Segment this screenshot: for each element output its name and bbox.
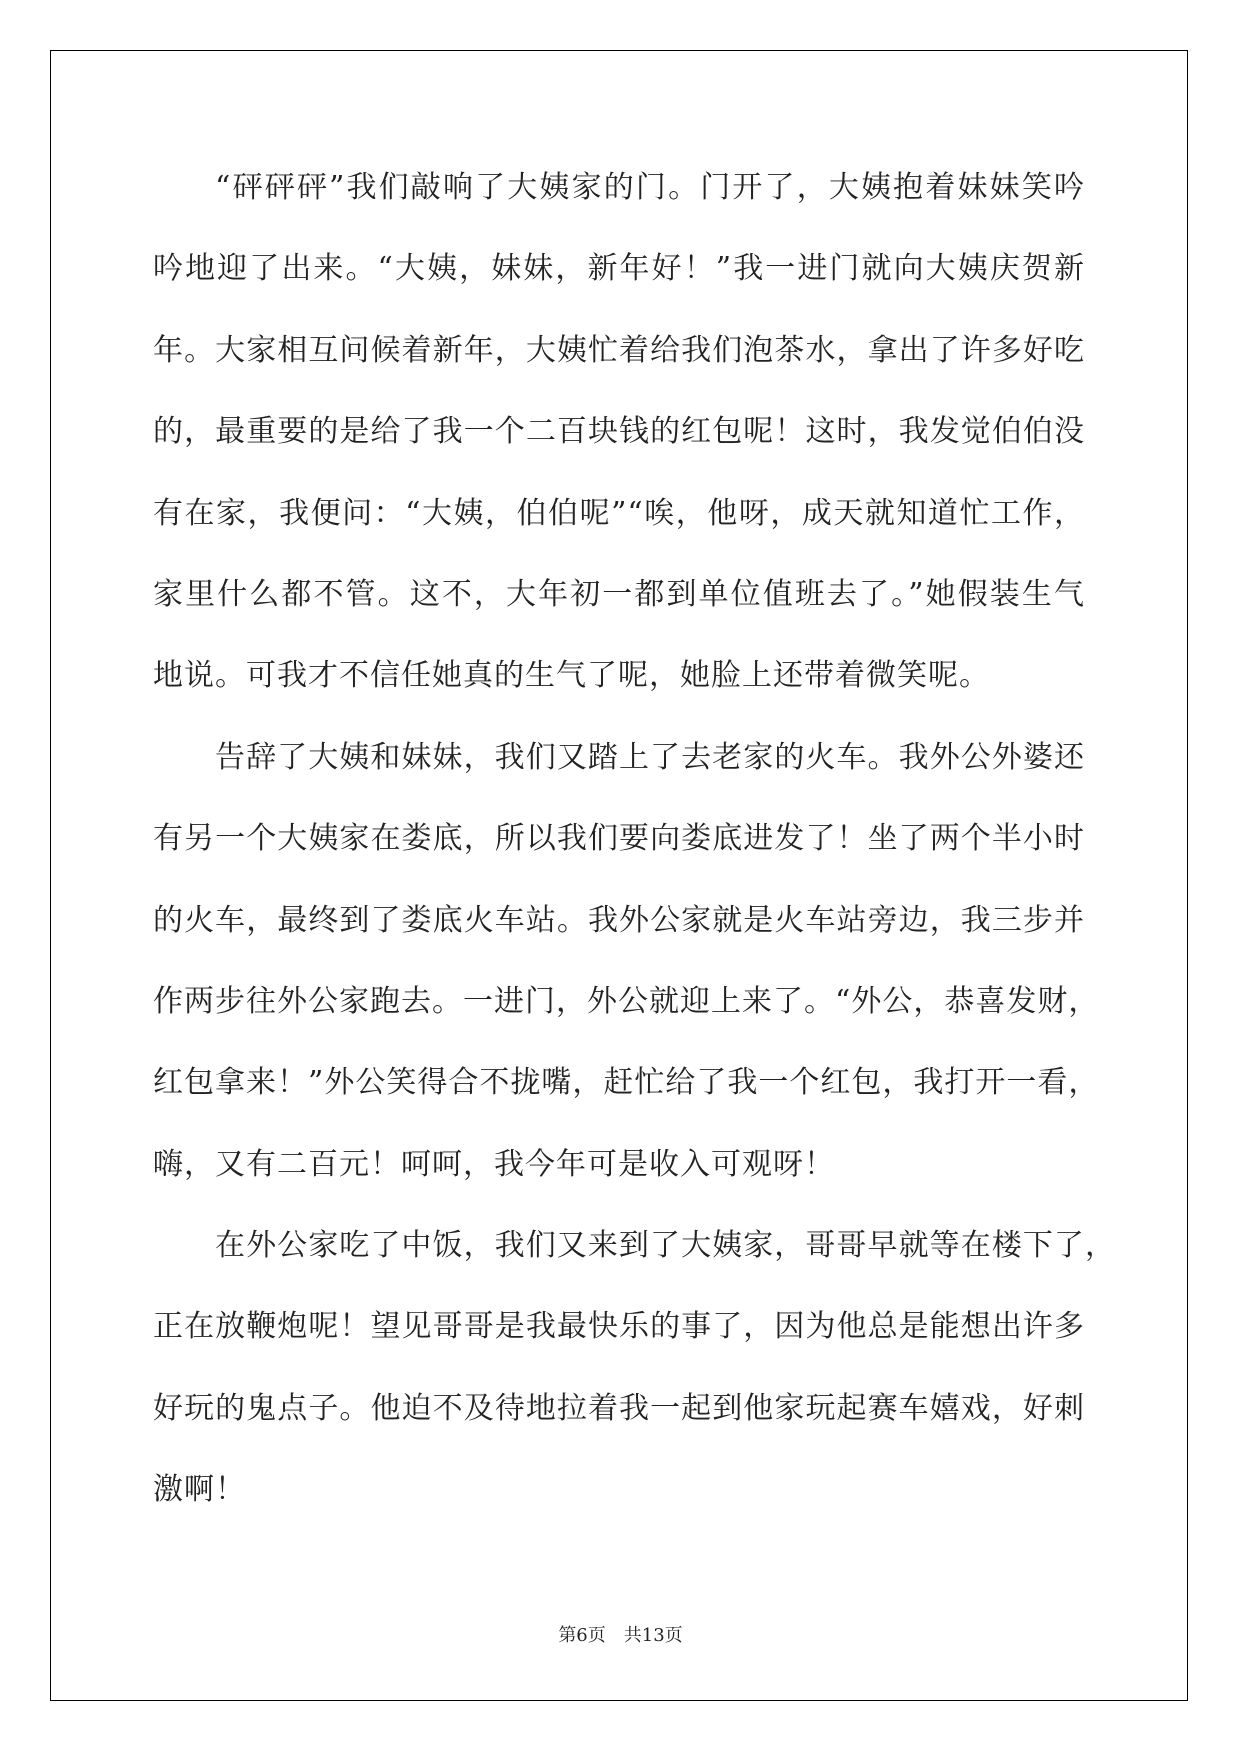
text-line: 有在家，我便问：“大姨，伯伯呢”“唉，他呀，成天就知道忙工作， [153,495,1085,531]
paragraph-2 [153,717,1100,1205]
paragraph-3 [153,1205,1116,1531]
text-line: 有另一个大姨家在娄底，所以我们要向娄底进发了！坐了两个半小时 [153,821,1085,857]
text-line: 红包拿来！”外公笑得合不拢嘴，赶忙给了我一个红包，我打开一看， [153,1065,1100,1101]
text-line: 作两步往外公家跑去。一进门，外公就迎上来了。“外公，恭喜发财， [153,983,1100,1019]
text-line: 地说。可我才不信任她真的生气了呢，她脸上还带着微笑呢。 [153,658,990,694]
text-line: 告辞了大姨和妹妹，我们又踏上了去老家的火车。我外公外婆还 [215,739,1085,775]
text-line: 正在放鞭炮呢！望见哥哥是我最快乐的事了，因为他总是能想出许多 [153,1309,1085,1345]
text-line: 嗨，又有二百元！呵呵，我今年可是收入可观呀！ [153,1146,835,1182]
text-line: 激啊！ [153,1472,246,1508]
document-body [153,147,1116,1531]
text-line: 在外公家吃了中饭，我们又来到了大姨家，哥哥早就等在楼下了， [215,1228,1116,1264]
text-line: 的，最重要的是给了我一个二百块钱的红包呢！这时，我发觉伯伯没 [153,414,1085,450]
text-line: 年。大家相互问候着新年，大姨忙着给我们泡茶水，拿出了许多好吃 [153,332,1085,368]
paragraph-1 [153,147,1085,717]
text-line: “砰砰砰”我们敲响了大姨家的门。门开了，大姨抱着妹妹笑吟 [215,170,1085,205]
text-line: 吟地迎了出来。“大姨，妹妹，新年好！”我一进门就向大姨庆贺新 [153,251,1085,287]
text-line: 家里什么都不管。这不，大年初一都到单位值班去了。”她假装生气 [153,576,1085,612]
text-line: 的火车，最终到了娄底火车站。我外公家就是火车站旁边，我三步并 [153,902,1085,938]
text-line: 好玩的鬼点子。他迫不及待地拉着我一起到他家玩起赛车嬉戏，好刺 [153,1390,1085,1426]
page-number-footer: 第6页 共13页 [558,1625,683,1646]
